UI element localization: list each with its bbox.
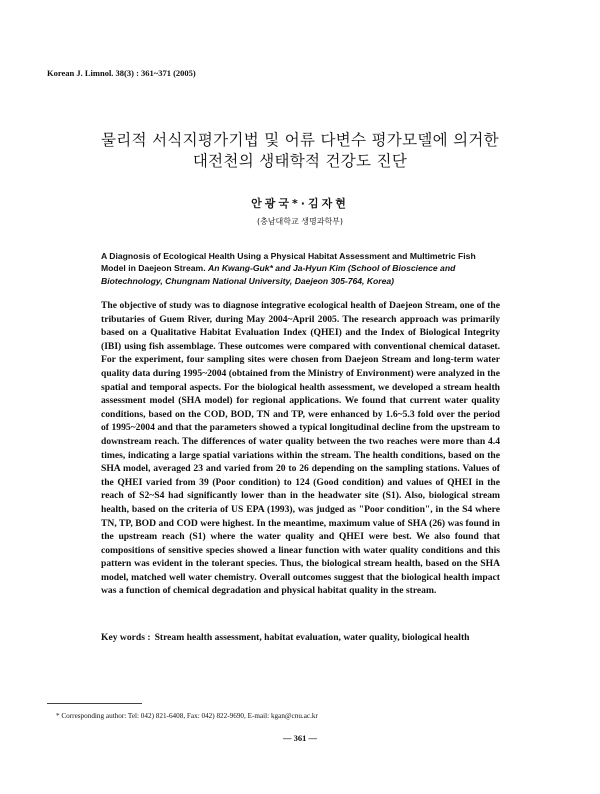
page-number: — 361 — — [283, 733, 317, 743]
footnote: * Corresponding author: Tel: 042) 821-6408, Fax: 042) 822-9690, E-mail: kgan@cnu.ac.kr — [56, 712, 318, 720]
keywords-label: Key words : — [101, 632, 151, 643]
english-title: A Diagnosis of Ecological Health Using a Physical Habitat Assessment and Multimetric Fish Model in Daejeon Stream. — [101, 251, 476, 274]
korean-title-line-1: 물리적 서식지평가기법 및 어류 다변수 평가모델에 의거한 — [101, 131, 499, 149]
english-title-block — [101, 250, 501, 287]
footnote-divider — [47, 703, 142, 704]
korean-affiliation: (충남대학교 생명과학부) — [256, 217, 344, 226]
english-authors: An Kwang-Guk* and Ja-Hyun Kim (School of Bioscience and Biotechnology, Chungnam National University, Daejeon 305-764, Korea) — [101, 263, 456, 286]
abstract: The objective of study was to diagnose integrative ecological health of Daejeon Stream, one of the tributaries of Guem River, during May 2004~April 2005. The research approach was primarily based on a Qualitative Habitat Evaluation Index (QHEI) and the Index of Biological Integrity (IBI) using fish assemblage. These outcomes were compared with conventional chemical dataset. For the experiment, four sampling sites were chosen from Daejeon Stream and long-term water quality data during 1995~2004 (obtained from the Ministry of Environment) were analyzed in the spatial and temporal aspects. For the biological health assessment, we developed a stream health assessment model (SHA model) for regional applications. We found that current water quality conditions, based on the COD, BOD, TN and TP, were enhanced by 1.6~5.3 fold over the period of 1995~2004 and that the parameters showed a typical longitudinal decline from the upstream to downstream reach. The differences of water quality between the two reaches were more than 4.4 times, indicating a large spatial variations within the stream. The health conditions, based on the SHA model, averaged 23 and varied from 20 to 26 depending on the sampling stations. Values of the QHEI varied from 39 (Poor condition) to 124 (Good condition) and values of QHEI in the reach of S2~S4 had significantly lower than in the headwater site (S1). Also, biological stream health, based on the criteria of US EPA (1993), was judged as "Poor condition", in the S4 where TN, TP, BOD and COD were highest. In the meantime, maximum value of SHA (26) was found in the upstream reach (S1) where the water quality and QHEI were best. We also found that compositions of sensitive species showed a linear function with water quality conditions and this pattern was evident in the tolerant species. Thus, the biological stream health, based on the SHA model, matched well water chemistry. Overall outcomes suggest that the biological health impact was a function of chemical degradation and physical habitat quality in the stream. — [101, 300, 500, 597]
journal-reference: Korean J. Limnol. 38(3) : 361~371 (2005) — [47, 68, 196, 78]
korean-authors: 안광국*·김자현 — [251, 197, 349, 210]
keywords-text: Stream health assessment, habitat evaluation, water quality, biological health — [154, 632, 470, 643]
keywords — [101, 631, 501, 645]
korean-title-line-2: 대전천의 생태학적 건강도 진단 — [192, 152, 408, 170]
